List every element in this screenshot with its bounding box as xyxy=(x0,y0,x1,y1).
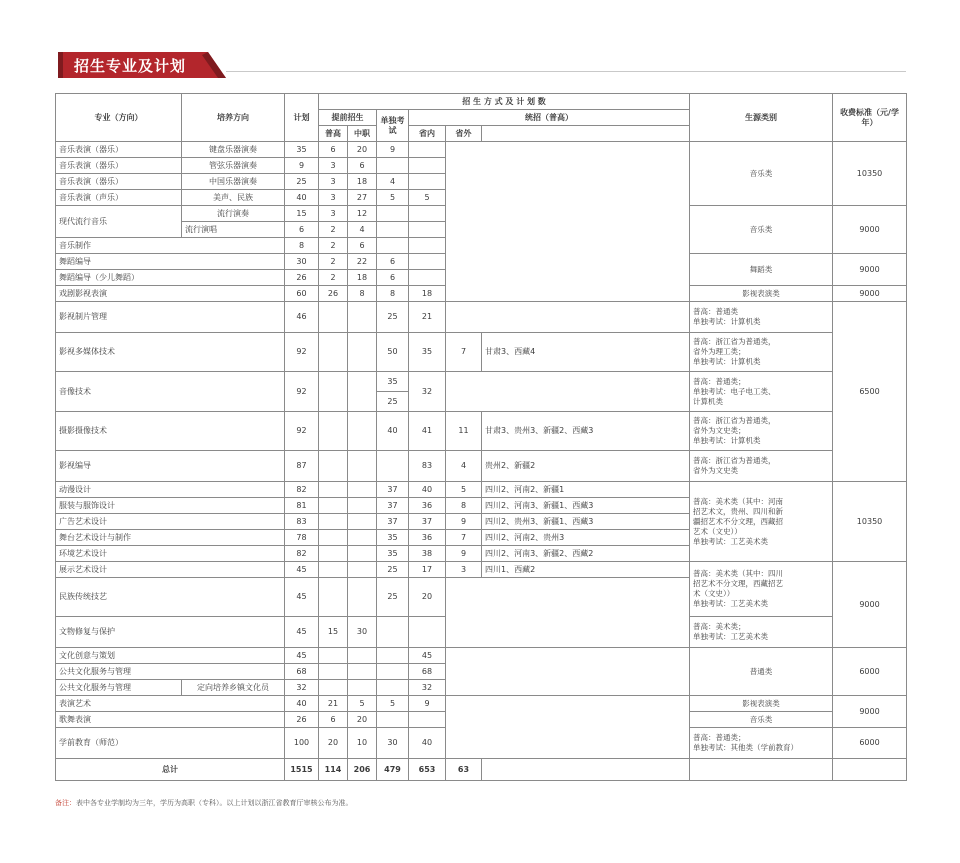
major-cell: 音像技术 xyxy=(56,372,285,412)
early-zhongzhi-cell: 10 xyxy=(348,728,377,759)
in-province-cell: 20 xyxy=(409,578,446,617)
total-empty xyxy=(690,759,833,781)
in-province-cell: 40 xyxy=(409,728,446,759)
single-exam-cell: 6 xyxy=(377,254,409,270)
plan-cell: 78 xyxy=(285,530,319,546)
early-zhongzhi-cell: 18 xyxy=(348,174,377,190)
early-pugao-cell: 2 xyxy=(319,254,348,270)
single-exam-cell: 40 xyxy=(377,412,409,451)
major-cell: 现代流行音乐 xyxy=(56,206,182,238)
early-zhongzhi-cell: 30 xyxy=(348,617,377,648)
single-exam-value: 25 xyxy=(387,397,398,406)
single-exam-cell: 37 xyxy=(377,498,409,514)
single-exam-cell: 5 xyxy=(377,190,409,206)
early-pugao-cell: 3 xyxy=(319,190,348,206)
early-pugao-cell xyxy=(319,451,348,482)
single-exam-cell xyxy=(377,222,409,238)
out-province-detail-cell: 四川2、河南3、新疆1、西藏3 xyxy=(482,498,690,514)
early-pugao-cell: 3 xyxy=(319,174,348,190)
major-cell: 环境艺术设计 xyxy=(56,546,285,562)
header-major: 专业（方向） xyxy=(56,94,182,142)
single-exam-cell: 37 xyxy=(377,514,409,530)
header-unified: 统招（普高） xyxy=(409,110,690,126)
out-province-detail-cell: 四川2、河南2、贵州3 xyxy=(482,530,690,546)
major-cell: 舞蹈编导 xyxy=(56,254,285,270)
header-early: 提前招生 xyxy=(319,110,377,126)
in-province-cell: 45 xyxy=(409,648,446,664)
header-in-province: 省内 xyxy=(409,126,446,142)
major-cell: 音乐制作 xyxy=(56,238,285,254)
out-province-detail-cell: 四川2、河南2、新疆1 xyxy=(482,482,690,498)
early-pugao-cell: 15 xyxy=(319,617,348,648)
fee-cell: 6000 xyxy=(833,728,907,759)
unified-empty-cell xyxy=(446,648,690,696)
early-pugao-cell: 6 xyxy=(319,142,348,158)
early-zhongzhi-cell xyxy=(348,498,377,514)
out-province-cell: 11 xyxy=(446,412,482,451)
total-dd: 479 xyxy=(377,759,409,781)
major-cell: 动漫设计 xyxy=(56,482,285,498)
unified-empty-cell xyxy=(446,372,690,412)
header-direction: 培养方向 xyxy=(182,94,285,142)
source-type-cell: 影视表演类 xyxy=(690,286,833,302)
early-pugao-cell xyxy=(319,372,348,412)
in-province-cell: 35 xyxy=(409,333,446,372)
plan-cell: 81 xyxy=(285,498,319,514)
single-exam-cell xyxy=(377,664,409,680)
early-zhongzhi-cell xyxy=(348,664,377,680)
direction-cell: 键盘乐器演奏 xyxy=(182,142,285,158)
plan-cell: 83 xyxy=(285,514,319,530)
major-cell: 文化创意与策划 xyxy=(56,648,285,664)
out-province-cell: 7 xyxy=(446,333,482,372)
in-province-cell: 5 xyxy=(409,190,446,206)
source-type-cell: 影视表演类 xyxy=(690,696,833,712)
major-cell: 公共文化服务与管理 xyxy=(56,664,285,680)
early-zhongzhi-cell: 8 xyxy=(348,286,377,302)
fee-cell: 10350 xyxy=(833,142,907,206)
in-province-cell: 41 xyxy=(409,412,446,451)
early-pugao-cell: 2 xyxy=(319,270,348,286)
table-row xyxy=(56,142,907,158)
major-cell: 歌舞表演 xyxy=(56,712,285,728)
early-zhongzhi-cell xyxy=(348,302,377,333)
header-methods: 招 生 方 式 及 计 划 数 xyxy=(319,94,690,110)
single-exam-cell: 5 xyxy=(377,696,409,712)
single-exam-cell: 37 xyxy=(377,482,409,498)
early-zhongzhi-cell: 20 xyxy=(348,142,377,158)
source-type-cell: 普高：美术类（其中：四川 招艺术不分文理，西藏招艺 术（文史）） 单独考试：工艺美术类 xyxy=(690,562,833,617)
header-single: 单独考试 xyxy=(377,110,409,142)
table-row xyxy=(56,412,907,451)
single-exam-cell xyxy=(377,451,409,482)
enrollment-plan-table xyxy=(55,93,907,781)
early-pugao-cell xyxy=(319,648,348,664)
major-cell: 影视制片管理 xyxy=(56,302,285,333)
table-row xyxy=(56,333,907,372)
total-empty xyxy=(833,759,907,781)
plan-cell: 32 xyxy=(285,680,319,696)
plan-cell: 87 xyxy=(285,451,319,482)
footnote-label: 备注： xyxy=(55,799,76,807)
single-exam-cell xyxy=(377,206,409,222)
total-row xyxy=(56,759,907,781)
early-zhongzhi-cell: 20 xyxy=(348,712,377,728)
early-pugao-cell xyxy=(319,302,348,333)
in-province-cell: 17 xyxy=(409,562,446,578)
major-cell: 舞台艺术设计与制作 xyxy=(56,530,285,546)
out-province-detail-cell: 贵州2、新疆2 xyxy=(482,451,690,482)
early-pugao-cell xyxy=(319,680,348,696)
major-cell: 摄影摄像技术 xyxy=(56,412,285,451)
early-zhongzhi-cell xyxy=(348,451,377,482)
early-pugao-cell xyxy=(319,562,348,578)
table-row xyxy=(56,302,907,333)
early-pugao-cell xyxy=(319,578,348,617)
source-type-cell: 普高：美术类； 单独考试：工艺美术类 xyxy=(690,617,833,648)
early-zhongzhi-cell: 27 xyxy=(348,190,377,206)
plan-cell: 68 xyxy=(285,664,319,680)
single-exam-cell xyxy=(377,617,409,648)
early-zhongzhi-cell xyxy=(348,530,377,546)
out-province-detail-cell: 四川1、西藏2 xyxy=(482,562,690,578)
in-province-cell: 9 xyxy=(409,696,446,712)
single-exam-cell xyxy=(377,158,409,174)
direction-cell: 流行演奏 xyxy=(182,206,285,222)
early-zhongzhi-cell xyxy=(348,648,377,664)
fee-cell: 9000 xyxy=(833,286,907,302)
early-pugao-cell xyxy=(319,498,348,514)
early-zhongzhi-cell xyxy=(348,372,377,412)
out-province-detail-cell: 甘肃3、贵州3、新疆2、西藏3 xyxy=(482,412,690,451)
in-province-cell: 36 xyxy=(409,498,446,514)
major-cell: 展示艺术设计 xyxy=(56,562,285,578)
early-pugao-cell: 3 xyxy=(319,206,348,222)
in-province-cell xyxy=(409,254,446,270)
in-province-cell: 38 xyxy=(409,546,446,562)
early-zhongzhi-cell xyxy=(348,412,377,451)
in-province-cell xyxy=(409,206,446,222)
in-province-cell: 83 xyxy=(409,451,446,482)
header-early-zhongzhi: 中职 xyxy=(348,126,377,142)
total-plan: 1515 xyxy=(285,759,319,781)
unified-empty-cell xyxy=(446,302,690,333)
early-zhongzhi-cell xyxy=(348,482,377,498)
plan-cell: 9 xyxy=(285,158,319,174)
early-zhongzhi-cell: 6 xyxy=(348,158,377,174)
direction-cell: 流行演唱 xyxy=(182,222,285,238)
single-exam-cell: 30 xyxy=(377,728,409,759)
in-province-cell xyxy=(409,270,446,286)
table-row xyxy=(56,451,907,482)
table-row xyxy=(56,372,907,412)
total-label: 总计 xyxy=(56,759,285,781)
in-province-cell xyxy=(409,617,446,648)
source-type-cell: 普高：美术类（其中：河南 招艺术文，贵州、四川和新 疆招艺术不分文理，西藏招 艺术（文史）） 单独考试：工艺美术类 xyxy=(690,482,833,562)
source-type-cell: 舞蹈类 xyxy=(690,254,833,286)
early-pugao-cell: 26 xyxy=(319,286,348,302)
in-province-cell xyxy=(409,158,446,174)
source-type-cell: 普高：普通类； 单独考试：电子电工类、 计算机类 xyxy=(690,372,833,412)
major-cell: 舞蹈编导（少儿舞蹈） xyxy=(56,270,285,286)
in-province-cell: 40 xyxy=(409,482,446,498)
table-row xyxy=(56,648,907,664)
single-exam-cell: 9 xyxy=(377,142,409,158)
out-province-detail-cell: 四川2、贵州3、新疆1、西藏3 xyxy=(482,514,690,530)
in-province-cell xyxy=(409,222,446,238)
early-zhongzhi-cell: 5 xyxy=(348,696,377,712)
early-pugao-cell xyxy=(319,546,348,562)
header-unified-detail xyxy=(482,126,690,142)
single-exam-cell: 6 xyxy=(377,270,409,286)
source-type-cell: 普高：浙江省为普通类， 省外为理工类； 单独考试：计算机类 xyxy=(690,333,833,372)
major-cell: 影视编导 xyxy=(56,451,285,482)
total-zz: 206 xyxy=(348,759,377,781)
early-zhongzhi-cell xyxy=(348,578,377,617)
single-exam-cell xyxy=(377,238,409,254)
unified-empty-cell xyxy=(446,578,690,648)
early-zhongzhi-cell xyxy=(348,514,377,530)
single-exam-cell: 25 xyxy=(377,578,409,617)
early-pugao-cell xyxy=(319,664,348,680)
plan-cell: 15 xyxy=(285,206,319,222)
out-province-cell: 3 xyxy=(446,562,482,578)
source-type-cell: 普高：普通类； 单独考试：其他类（学前教育） xyxy=(690,728,833,759)
early-pugao-cell: 2 xyxy=(319,222,348,238)
header-source-type: 生源类别 xyxy=(690,94,833,142)
major-cell: 音乐表演（器乐） xyxy=(56,158,182,174)
out-province-cell: 4 xyxy=(446,451,482,482)
plan-cell: 46 xyxy=(285,302,319,333)
source-type-cell: 音乐类 xyxy=(690,142,833,206)
early-pugao-cell xyxy=(319,530,348,546)
fee-cell: 6500 xyxy=(833,302,907,482)
header-out-province: 省外 xyxy=(446,126,482,142)
plan-cell: 45 xyxy=(285,617,319,648)
major-cell: 音乐表演（器乐） xyxy=(56,142,182,158)
in-province-cell xyxy=(409,142,446,158)
early-pugao-cell xyxy=(319,333,348,372)
fee-cell: 6000 xyxy=(833,648,907,696)
source-type-cell: 音乐类 xyxy=(690,712,833,728)
early-zhongzhi-cell: 12 xyxy=(348,206,377,222)
early-pugao-cell: 3 xyxy=(319,158,348,174)
source-type-cell: 音乐类 xyxy=(690,206,833,254)
early-zhongzhi-cell xyxy=(348,333,377,372)
footnote-text: 表中各专业学制均为三年，学历为高职（专科）。以上计划以浙江省教育厅审核公布为准。 xyxy=(76,799,353,807)
footnote xyxy=(55,798,353,808)
single-exam-cell xyxy=(377,372,409,412)
table-row xyxy=(56,482,907,498)
direction-cell: 定向培养乡镇文化员 xyxy=(182,680,285,696)
early-zhongzhi-cell xyxy=(348,562,377,578)
out-province-cell: 9 xyxy=(446,546,482,562)
plan-cell: 82 xyxy=(285,482,319,498)
plan-cell: 92 xyxy=(285,412,319,451)
plan-cell: 25 xyxy=(285,174,319,190)
out-province-detail-cell: 甘肃3、西藏4 xyxy=(482,333,690,372)
early-pugao-cell: 6 xyxy=(319,712,348,728)
plan-cell: 45 xyxy=(285,562,319,578)
early-pugao-cell: 21 xyxy=(319,696,348,712)
in-province-cell: 32 xyxy=(409,680,446,696)
major-cell: 音乐表演（器乐） xyxy=(56,174,182,190)
early-zhongzhi-cell: 4 xyxy=(348,222,377,238)
early-pugao-cell xyxy=(319,514,348,530)
single-exam-cell: 35 xyxy=(377,546,409,562)
early-pugao-cell xyxy=(319,412,348,451)
header-plan: 计划 xyxy=(285,94,319,142)
single-exam-cell: 25 xyxy=(377,562,409,578)
major-cell: 公共文化服务与管理 xyxy=(56,680,182,696)
single-exam-cell: 4 xyxy=(377,174,409,190)
single-exam-cell: 35 xyxy=(377,530,409,546)
source-type-cell: 普通类 xyxy=(690,648,833,696)
in-province-cell xyxy=(409,712,446,728)
section-title: 招生专业及计划 xyxy=(74,57,187,75)
direction-cell: 美声、民族 xyxy=(182,190,285,206)
total-empty xyxy=(482,759,690,781)
in-province-cell: 68 xyxy=(409,664,446,680)
fee-cell: 9000 xyxy=(833,696,907,728)
single-exam-value: 35 xyxy=(377,372,408,392)
fee-cell: 9000 xyxy=(833,254,907,286)
source-type-cell: 普高：普通类 单独考试：计算机类 xyxy=(690,302,833,333)
major-cell: 广告艺术设计 xyxy=(56,514,285,530)
major-cell: 服装与服饰设计 xyxy=(56,498,285,514)
major-cell: 表演艺术 xyxy=(56,696,285,712)
unified-empty-cell xyxy=(446,696,690,759)
in-province-cell: 18 xyxy=(409,286,446,302)
single-exam-cell: 50 xyxy=(377,333,409,372)
in-province-cell: 37 xyxy=(409,514,446,530)
fee-cell: 10350 xyxy=(833,482,907,562)
major-cell: 戏剧影视表演 xyxy=(56,286,285,302)
header-rule xyxy=(226,71,906,72)
in-province-cell xyxy=(409,174,446,190)
major-cell: 民族传统技艺 xyxy=(56,578,285,617)
in-province-cell: 36 xyxy=(409,530,446,546)
plan-cell: 35 xyxy=(285,142,319,158)
early-zhongzhi-cell: 18 xyxy=(348,270,377,286)
header-early-pugao: 普高 xyxy=(319,126,348,142)
major-cell: 文物修复与保护 xyxy=(56,617,285,648)
early-pugao-cell: 20 xyxy=(319,728,348,759)
plan-cell: 82 xyxy=(285,546,319,562)
plan-cell: 45 xyxy=(285,648,319,664)
plan-cell: 30 xyxy=(285,254,319,270)
early-zhongzhi-cell xyxy=(348,680,377,696)
single-exam-cell: 25 xyxy=(377,302,409,333)
out-province-cell: 9 xyxy=(446,514,482,530)
out-province-cell: 7 xyxy=(446,530,482,546)
direction-cell: 中国乐器演奏 xyxy=(182,174,285,190)
single-exam-cell xyxy=(377,680,409,696)
table-row xyxy=(56,562,907,578)
plan-cell: 6 xyxy=(285,222,319,238)
early-pugao-cell xyxy=(319,482,348,498)
major-cell: 影视多媒体技术 xyxy=(56,333,285,372)
unified-empty-cell xyxy=(446,142,690,302)
single-exam-cell xyxy=(377,712,409,728)
out-province-cell: 5 xyxy=(446,482,482,498)
header-fee: 收费标准（元/学年） xyxy=(833,94,907,142)
direction-cell: 管弦乐器演奏 xyxy=(182,158,285,174)
out-province-cell: 8 xyxy=(446,498,482,514)
early-zhongzhi-cell: 6 xyxy=(348,238,377,254)
early-zhongzhi-cell: 22 xyxy=(348,254,377,270)
major-cell: 学前教育（师范） xyxy=(56,728,285,759)
major-cell: 音乐表演（声乐） xyxy=(56,190,182,206)
total-sw: 63 xyxy=(446,759,482,781)
plan-cell: 100 xyxy=(285,728,319,759)
fee-cell: 9000 xyxy=(833,206,907,254)
early-pugao-cell: 2 xyxy=(319,238,348,254)
table-row xyxy=(56,696,907,712)
plan-cell: 40 xyxy=(285,190,319,206)
source-type-cell: 普高：浙江省为普通类， 省外为文史类； 单独考试：计算机类 xyxy=(690,412,833,451)
plan-cell: 8 xyxy=(285,238,319,254)
plan-cell: 40 xyxy=(285,696,319,712)
early-zhongzhi-cell xyxy=(348,546,377,562)
source-type-cell: 普高：浙江省为普通类， 省外为文史类 xyxy=(690,451,833,482)
plan-cell: 60 xyxy=(285,286,319,302)
plan-cell: 26 xyxy=(285,712,319,728)
total-sn: 653 xyxy=(409,759,446,781)
single-exam-cell: 8 xyxy=(377,286,409,302)
total-pg: 114 xyxy=(319,759,348,781)
in-province-cell xyxy=(409,238,446,254)
plan-cell: 92 xyxy=(285,333,319,372)
in-province-cell: 21 xyxy=(409,302,446,333)
plan-cell: 26 xyxy=(285,270,319,286)
fee-cell: 9000 xyxy=(833,562,907,648)
plan-cell: 92 xyxy=(285,372,319,412)
plan-cell: 45 xyxy=(285,578,319,617)
out-province-detail-cell: 四川2、河南3、新疆2、西藏2 xyxy=(482,546,690,562)
in-province-cell: 32 xyxy=(409,372,446,412)
single-exam-cell xyxy=(377,648,409,664)
